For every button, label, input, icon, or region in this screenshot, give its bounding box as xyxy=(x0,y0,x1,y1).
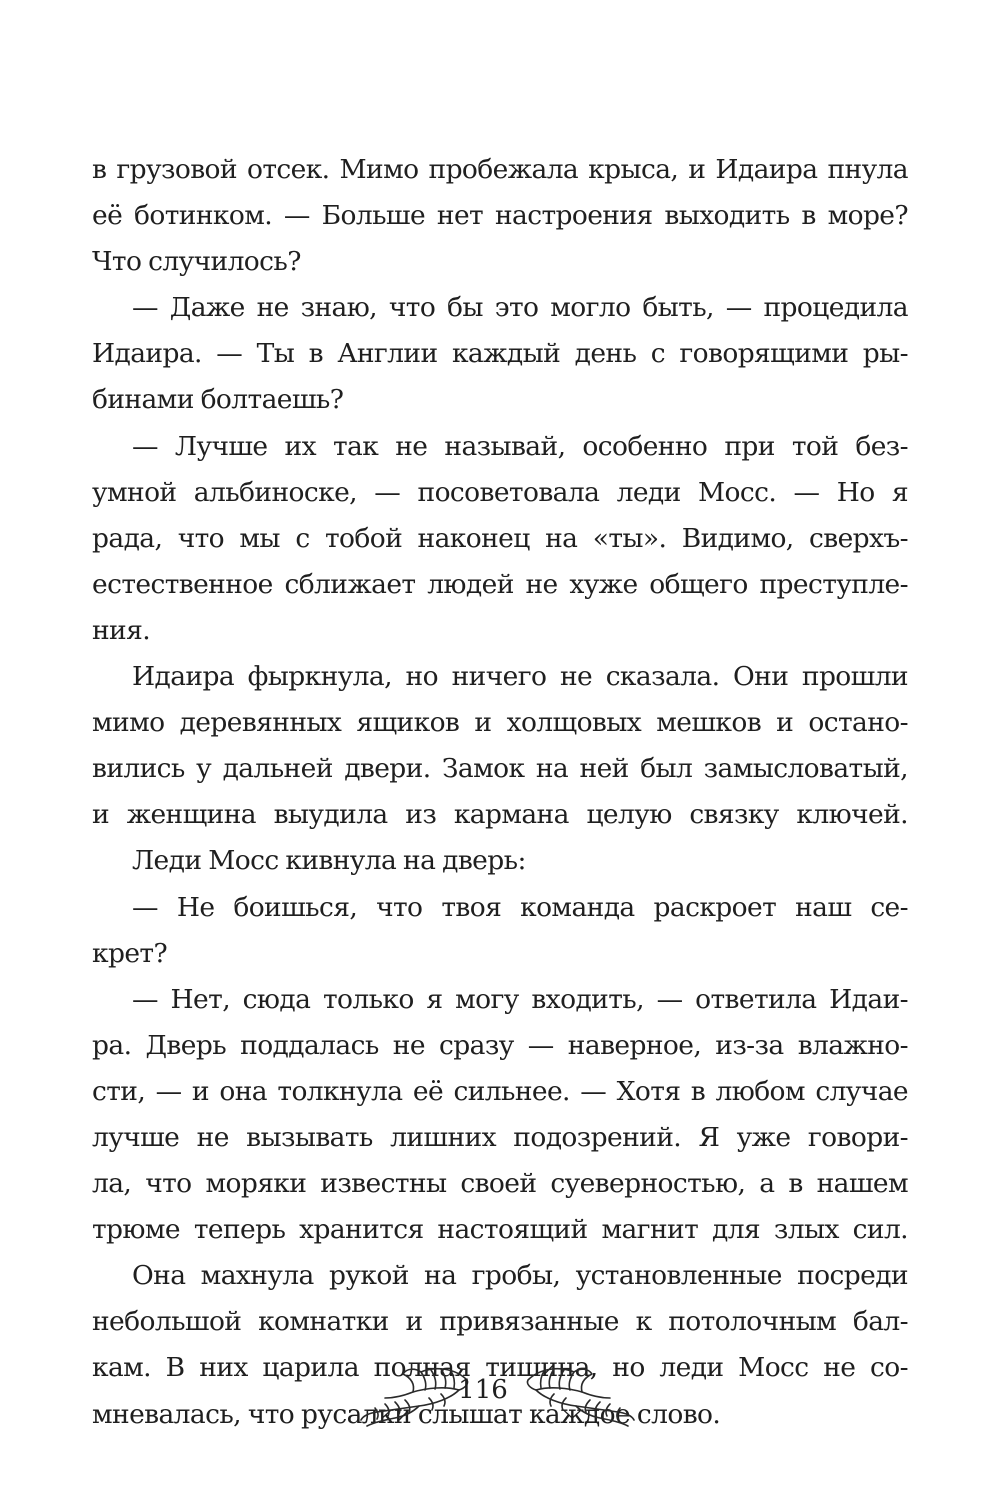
page-footer xyxy=(0,1360,1000,1440)
text-line: — Даже не знаю, что бы это могло быть, — процедила xyxy=(132,292,908,324)
text-line: кам. В них царила полная тишина, но леди Мосс не со- xyxy=(92,1352,908,1384)
text-line: — Лучше их так не называй, особенно при той без- xyxy=(132,430,908,462)
text-line: крет? xyxy=(92,937,168,969)
text-line: лучше не вызывать лишних подозрений. Я уже говори- xyxy=(92,1121,908,1153)
text-line: Идаира. — Ты в Англии каждый день с говорящими ры- xyxy=(92,338,908,370)
shell-ornament-icon xyxy=(520,1362,640,1432)
text-line: трюме теперь хранится настоящий магнит для злых сил. xyxy=(92,1214,908,1246)
text-line: умной альбиноске, — посоветовала леди Мосс. — Но я xyxy=(92,476,908,508)
text-line: естественное сближает людей не хуже общего преступле- xyxy=(92,568,908,600)
text-line: Она махнула рукой на гробы, установленные посреди xyxy=(132,1260,908,1292)
text-line: ния. xyxy=(92,614,151,646)
text-line: Идаира фыркнула, но ничего не сказала. Они прошли xyxy=(132,661,908,693)
text-line: вились у дальней двери. Замок на ней был замысловатый, xyxy=(92,753,908,785)
text-line: — Не боишься, что твоя команда раскроет наш се- xyxy=(132,891,908,923)
text-line: Что случилось? xyxy=(92,246,301,278)
text-line: её ботинком. — Больше нет настроения выходить в море? xyxy=(92,200,908,232)
page-number: 116 xyxy=(458,1375,508,1405)
text-line: мневалась, что русалки слышат каждое слово. xyxy=(92,1398,721,1430)
text-line: бинами болтаешь? xyxy=(92,384,344,416)
text-line: небольшой комнатки и привязанные к потолочным бал- xyxy=(92,1306,908,1338)
text-line: рада, что мы с тобой наконец на «ты». Видимо, сверхъ- xyxy=(92,522,908,554)
text-line: ра. Дверь поддалась не сразу — наверное, из-за влажно- xyxy=(92,1029,908,1061)
text-line: Леди Мосс кивнула на дверь: xyxy=(132,845,526,877)
text-line: в грузовой отсек. Мимо пробежала крыса, и Идаира пнула xyxy=(92,154,908,185)
page-text xyxy=(92,147,908,1438)
text-line: — Нет, сюда только я могу входить, — ответила Идаи- xyxy=(132,983,908,1015)
text-line: сти, — и она толкнула её сильнее. — Хотя в любом случае xyxy=(92,1075,908,1107)
text-line: и женщина выудила из кармана целую связку ключей. xyxy=(92,799,908,831)
text-line: ла, что моряки известны своей суеверностью, а в нашем xyxy=(92,1168,908,1200)
text-line: мимо деревянных ящиков и холщовых мешков и остано- xyxy=(92,707,908,739)
